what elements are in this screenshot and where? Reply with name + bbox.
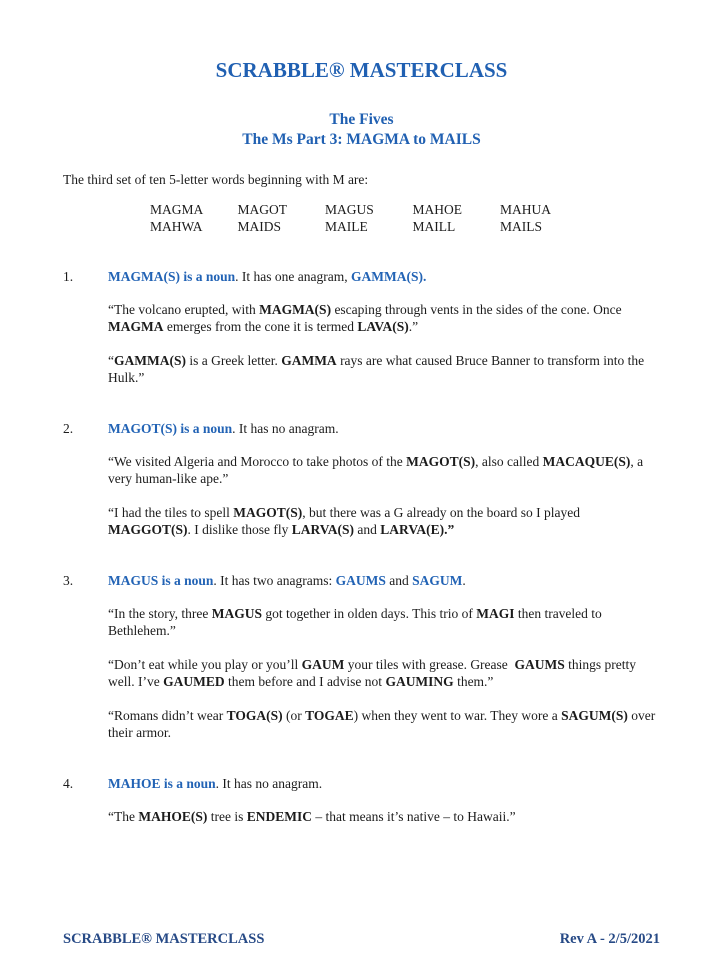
intro-text: The third set of ten 5-letter words beginning with M are: (63, 172, 369, 187)
text-run: ) when they went to war. They wore a (353, 708, 562, 723)
bold-word: GAMMA (281, 353, 337, 368)
text-run: “ (108, 353, 114, 368)
text-run: “The (108, 809, 139, 824)
text-run: “Romans didn’t wear (108, 708, 227, 723)
text-run: is a Greek letter. (185, 353, 282, 368)
bold-word: GAUMING (385, 674, 454, 689)
highlighted-word: GAMMA(S). (350, 269, 427, 284)
item-content (108, 268, 660, 386)
text-run: and (385, 573, 413, 588)
item-paragraph (108, 707, 660, 741)
bold-word: TOGAE (305, 708, 354, 723)
word: MAIDS (237, 219, 282, 234)
text-run: escaping through vents in the sides of the cone. Once (331, 302, 622, 317)
text-run: . It has no anagram. (215, 776, 323, 791)
item-paragraph (108, 808, 660, 825)
text-run: .” (408, 319, 419, 334)
bold-word: SAGUM(S) (561, 708, 628, 723)
word-grid (150, 201, 660, 235)
text-run: them.” (453, 674, 494, 689)
subtitle-block (63, 110, 660, 150)
text-run: over their armor. (108, 708, 656, 740)
text-run: . It has no anagram. (232, 421, 339, 436)
text-run: got together in olden days. This trio of (261, 606, 477, 621)
text-run: things pretty well. I’ve (108, 657, 637, 689)
item-content (108, 420, 660, 538)
bold-word: MAGMA (108, 319, 164, 334)
item-heading (108, 420, 660, 437)
bold-word: GAUMS (514, 657, 565, 672)
item-paragraph (108, 453, 660, 487)
item-number: 1. (63, 269, 74, 284)
item-content (108, 775, 660, 825)
text-run: , a very human-like ape.” (108, 454, 644, 486)
text-run: . (462, 573, 466, 588)
items-list (63, 268, 660, 825)
word: MAHUA (500, 202, 552, 217)
highlighted-word: MAHOE is a noun (108, 776, 216, 791)
text-run: rays are what caused Bruce Banner to transform into the Hulk.” (108, 353, 645, 385)
word-row (150, 201, 660, 218)
text-run: . I dislike those fly (187, 522, 292, 537)
list-item (63, 775, 660, 825)
text-run: “In the story, three (108, 606, 212, 621)
text-run: then traveled to Bethlehem.” (108, 606, 602, 638)
text-run: “We visited Algeria and Morocco to take photos of the (108, 454, 407, 469)
text-run: . It has two anagrams: (213, 573, 336, 588)
highlighted-word: MAGOT(S) is a noun (108, 421, 233, 436)
item-paragraph (108, 352, 660, 386)
highlighted-word: GAUMS (335, 573, 386, 588)
list-item (63, 420, 660, 538)
footer (63, 931, 660, 948)
text-run: , but there was a G already on the board so I played (302, 505, 580, 520)
bold-word: LAVA(S) (357, 319, 409, 334)
highlighted-word: MAGMA(S) is a noun (108, 269, 236, 284)
bold-word: MAGGOT(S) (108, 522, 188, 537)
bold-word: MAGOT(S) (406, 454, 476, 469)
text-run: them before and I advise not (224, 674, 386, 689)
item-number: 2. (63, 421, 74, 436)
item-number: 4. (63, 776, 74, 791)
item-heading (108, 268, 660, 285)
item-heading (108, 572, 660, 589)
subtitle-part: The Ms Part 3: MAGMA to MAILS (242, 131, 481, 148)
bold-word: GAUM (301, 657, 345, 672)
bold-word: MAGMA(S) (259, 302, 332, 317)
bold-word: LARVA(E).” (380, 522, 455, 537)
bold-word: MAGI (476, 606, 515, 621)
word: MAGUS (325, 202, 374, 217)
highlighted-word: SAGUM (412, 573, 463, 588)
text-run: , also called (475, 454, 543, 469)
bold-word: MACAQUE(S) (542, 454, 631, 469)
bold-word: GAUMED (163, 674, 225, 689)
item-heading (108, 775, 660, 792)
footer-title: SCRABBLE® MASTERCLASS (63, 931, 265, 947)
word-row (150, 218, 660, 235)
text-run: your tiles with grease. Grease (344, 657, 515, 672)
text-run: “The volcano erupted, with (108, 302, 260, 317)
list-item (63, 572, 660, 741)
bold-word: MAGOT(S) (233, 505, 303, 520)
bold-word: ENDEMIC (246, 809, 312, 824)
bold-word: LARVA(S) (291, 522, 355, 537)
word: MAILL (412, 219, 456, 234)
bold-word: TOGA(S) (226, 708, 283, 723)
word: MAHOE (412, 202, 462, 217)
bold-word: GAMMA(S) (114, 353, 186, 368)
item-paragraph (108, 656, 660, 690)
word: MAILS (500, 219, 543, 234)
footer-revision: Rev A - 2/5/2021 (559, 931, 660, 947)
text-run: “I had the tiles to spell (108, 505, 234, 520)
word: MAHWA (150, 219, 203, 234)
list-item (63, 268, 660, 386)
highlighted-word: MAGUS is a noun (108, 573, 214, 588)
item-paragraph (108, 605, 660, 639)
text-run: – that means it’s native – to Hawaii.” (312, 809, 516, 824)
subtitle-fives: The Fives (329, 111, 394, 128)
text-run: and (354, 522, 381, 537)
text-run: (or (282, 708, 306, 723)
item-content (108, 572, 660, 741)
text-run: “Don’t eat while you play or you’ll (108, 657, 302, 672)
text-run: tree is (207, 809, 247, 824)
text-run: . It has one anagram, (235, 269, 351, 284)
item-paragraph (108, 301, 660, 335)
word: MAILE (325, 219, 368, 234)
item-paragraph (108, 504, 660, 538)
bold-word: MAHOE(S) (138, 809, 208, 824)
page-title: SCRABBLE® MASTERCLASS (215, 58, 508, 82)
bold-word: MAGUS (211, 606, 262, 621)
item-number: 3. (63, 573, 74, 588)
text-run: emerges from the cone it is termed (163, 319, 358, 334)
document-page (0, 58, 717, 825)
word: MAGOT (237, 202, 287, 217)
word: MAGMA (150, 202, 204, 217)
